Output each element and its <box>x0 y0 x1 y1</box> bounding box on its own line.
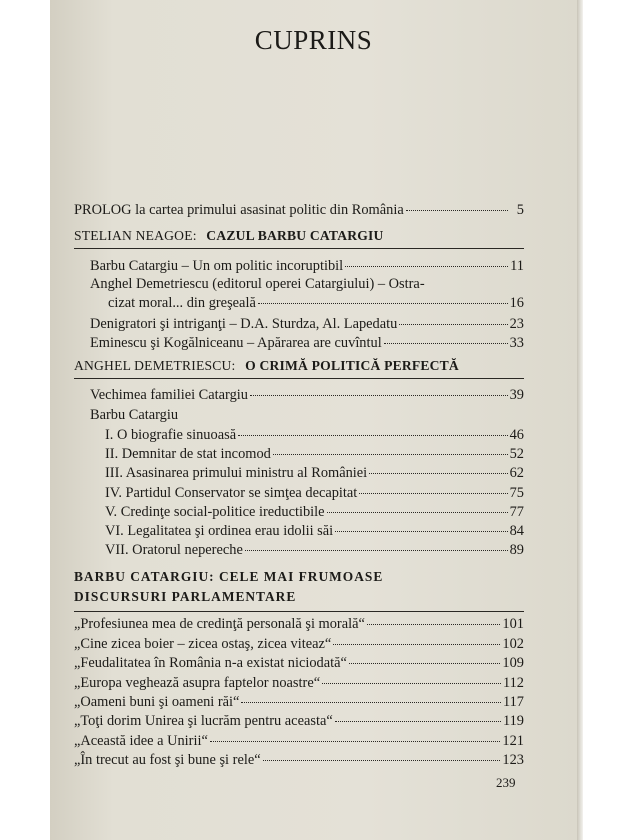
entry-page: 11 <box>510 258 524 274</box>
toc-entry <box>90 315 524 333</box>
entry-text: VII. Oratorul nepereche <box>105 542 243 558</box>
section-rule <box>74 611 524 612</box>
section-rule <box>74 248 524 249</box>
entry-text: IV. Partidul Conservator se simţea decapitat <box>105 485 358 501</box>
page-edge <box>577 0 583 840</box>
toc-chapter <box>105 541 524 559</box>
entry-text: „Feudalitatea în România n-a existat niciodată“ <box>74 655 347 671</box>
entry-page: 23 <box>509 316 524 332</box>
leader-dots <box>369 472 507 474</box>
leader-dots <box>210 740 501 742</box>
toc-chapter <box>105 484 524 502</box>
leader-dots <box>384 342 508 344</box>
page-title: CUPRINS <box>254 25 373 55</box>
toc-entry <box>74 654 524 672</box>
leader-dots <box>250 394 508 396</box>
entry-text: III. Asasinarea primului ministru al României <box>105 465 368 481</box>
toc-entry <box>74 712 524 730</box>
entry-page: 109 <box>502 655 524 671</box>
entry-page: 121 <box>502 733 524 749</box>
entry-page: 119 <box>502 713 524 729</box>
entry-page: 39 <box>509 387 524 403</box>
toc-chapter <box>105 445 524 463</box>
toc-entry <box>74 674 524 692</box>
entry-text: Vechimea familiei Catargiu <box>90 387 248 403</box>
entry-page: 84 <box>509 523 524 539</box>
entry-page: 62 <box>509 465 524 481</box>
entry-page: 123 <box>502 752 524 768</box>
toc-chapter <box>105 522 524 540</box>
section-heading-part2 <box>74 357 459 375</box>
entry-page: 112 <box>502 675 524 691</box>
entry-page: 89 <box>509 542 524 558</box>
entry-text: Eminescu şi Kogălniceanu – Apărarea are cuvîntul <box>90 335 382 351</box>
leader-dots <box>335 720 501 722</box>
leader-dots <box>349 662 500 664</box>
entry-text: PROLOG la cartea primului asasinat politic din România <box>74 202 404 218</box>
entry-text: „Profesiunea mea de credinţă personală şi morală“ <box>74 616 365 632</box>
entry-page: 77 <box>509 504 524 520</box>
toc-entry <box>90 386 524 404</box>
entry-text: „Această idee a Unirii“ <box>74 733 208 749</box>
entry-text: „Europa veghează asupra faptelor noastre“ <box>74 675 321 691</box>
toc-entry <box>74 732 524 750</box>
entry-text: II. Demnitar de stat incomod <box>105 446 271 462</box>
show-through-text <box>380 30 570 210</box>
leader-dots <box>333 643 500 645</box>
leader-dots <box>359 492 507 494</box>
section-heading-part3-line1: BARBU CATARGIU: CELE MAI FRUMOASE <box>74 569 384 584</box>
section-heading-part1 <box>74 227 384 245</box>
entry-text: Barbu Catargiu – Un om politic incoruptibil <box>90 258 344 274</box>
entry-page: 16 <box>509 295 524 311</box>
leader-dots <box>335 530 507 532</box>
toc-chapter <box>105 464 524 482</box>
leader-dots <box>399 323 507 325</box>
book-page <box>50 0 577 840</box>
heading-author: STELIAN NEAGOE: <box>74 228 197 243</box>
leader-dots <box>258 302 508 304</box>
section-heading-part3-line2: DISCURSURI PARLAMENTARE <box>74 589 297 604</box>
entry-text: „Cine zicea boier – zicea ostaş, zicea viteaz“ <box>74 636 332 652</box>
page-number: 239 <box>496 775 516 790</box>
leader-dots <box>238 434 508 436</box>
section-rule <box>74 378 524 379</box>
leader-dots <box>263 759 501 761</box>
toc-entry-line: Anghel Demetriescu (editorul operei Catargiului) – Ostra- <box>90 276 425 292</box>
entry-text: „Oameni buni şi oameni răi“ <box>74 694 240 710</box>
toc-entry <box>90 334 524 352</box>
leader-dots <box>273 453 508 455</box>
entry-page: 5 <box>516 202 524 218</box>
toc-entry <box>74 693 524 711</box>
entry-page: 101 <box>502 616 524 632</box>
leader-dots <box>345 265 508 267</box>
heading-author: ANGHEL DEMETRIESCU: <box>74 358 236 373</box>
entry-page: 33 <box>509 335 524 351</box>
entry-page: 117 <box>502 694 524 710</box>
entry-text: V. Credinţe social-politice ireductibile <box>105 504 325 520</box>
toc-entry <box>108 294 524 312</box>
entry-text: „Toţi dorim Unirea şi lucrăm pentru aceasta“ <box>74 713 333 729</box>
entry-text: Denigratori şi intriganţi – D.A. Sturdza, Al. Lapedatu <box>90 316 398 332</box>
entry-page: 75 <box>509 485 524 501</box>
leader-dots <box>322 682 501 684</box>
toc-entry-prolog <box>74 201 524 219</box>
entry-page: 46 <box>509 427 524 443</box>
toc-chapter <box>105 503 524 521</box>
leader-dots <box>241 701 501 703</box>
heading-title: CAZUL BARBU CATARGIU <box>206 228 384 243</box>
entry-text: VI. Legalitatea şi ordinea erau idolii săi <box>105 523 334 539</box>
toc-chapter <box>105 426 524 444</box>
toc-entry <box>74 751 524 769</box>
entry-text: cizat moral... din greşeală <box>108 295 256 311</box>
entry-text: „În trecut au fost şi bune şi rele“ <box>74 752 261 768</box>
entry-text: I. O biografie sinuoasă <box>105 427 237 443</box>
entry-page: 52 <box>509 446 524 462</box>
toc-entry <box>74 615 524 633</box>
leader-dots <box>367 623 501 625</box>
leader-dots <box>406 209 508 211</box>
heading-title: O CRIMĂ POLITICĂ PERFECTĂ <box>245 358 459 373</box>
entry-page: 102 <box>502 636 524 652</box>
toc-entry <box>90 257 524 275</box>
leader-dots <box>327 511 508 513</box>
toc-subheading: Barbu Catargiu <box>90 407 179 423</box>
leader-dots <box>245 549 508 551</box>
toc-entry <box>74 635 524 653</box>
